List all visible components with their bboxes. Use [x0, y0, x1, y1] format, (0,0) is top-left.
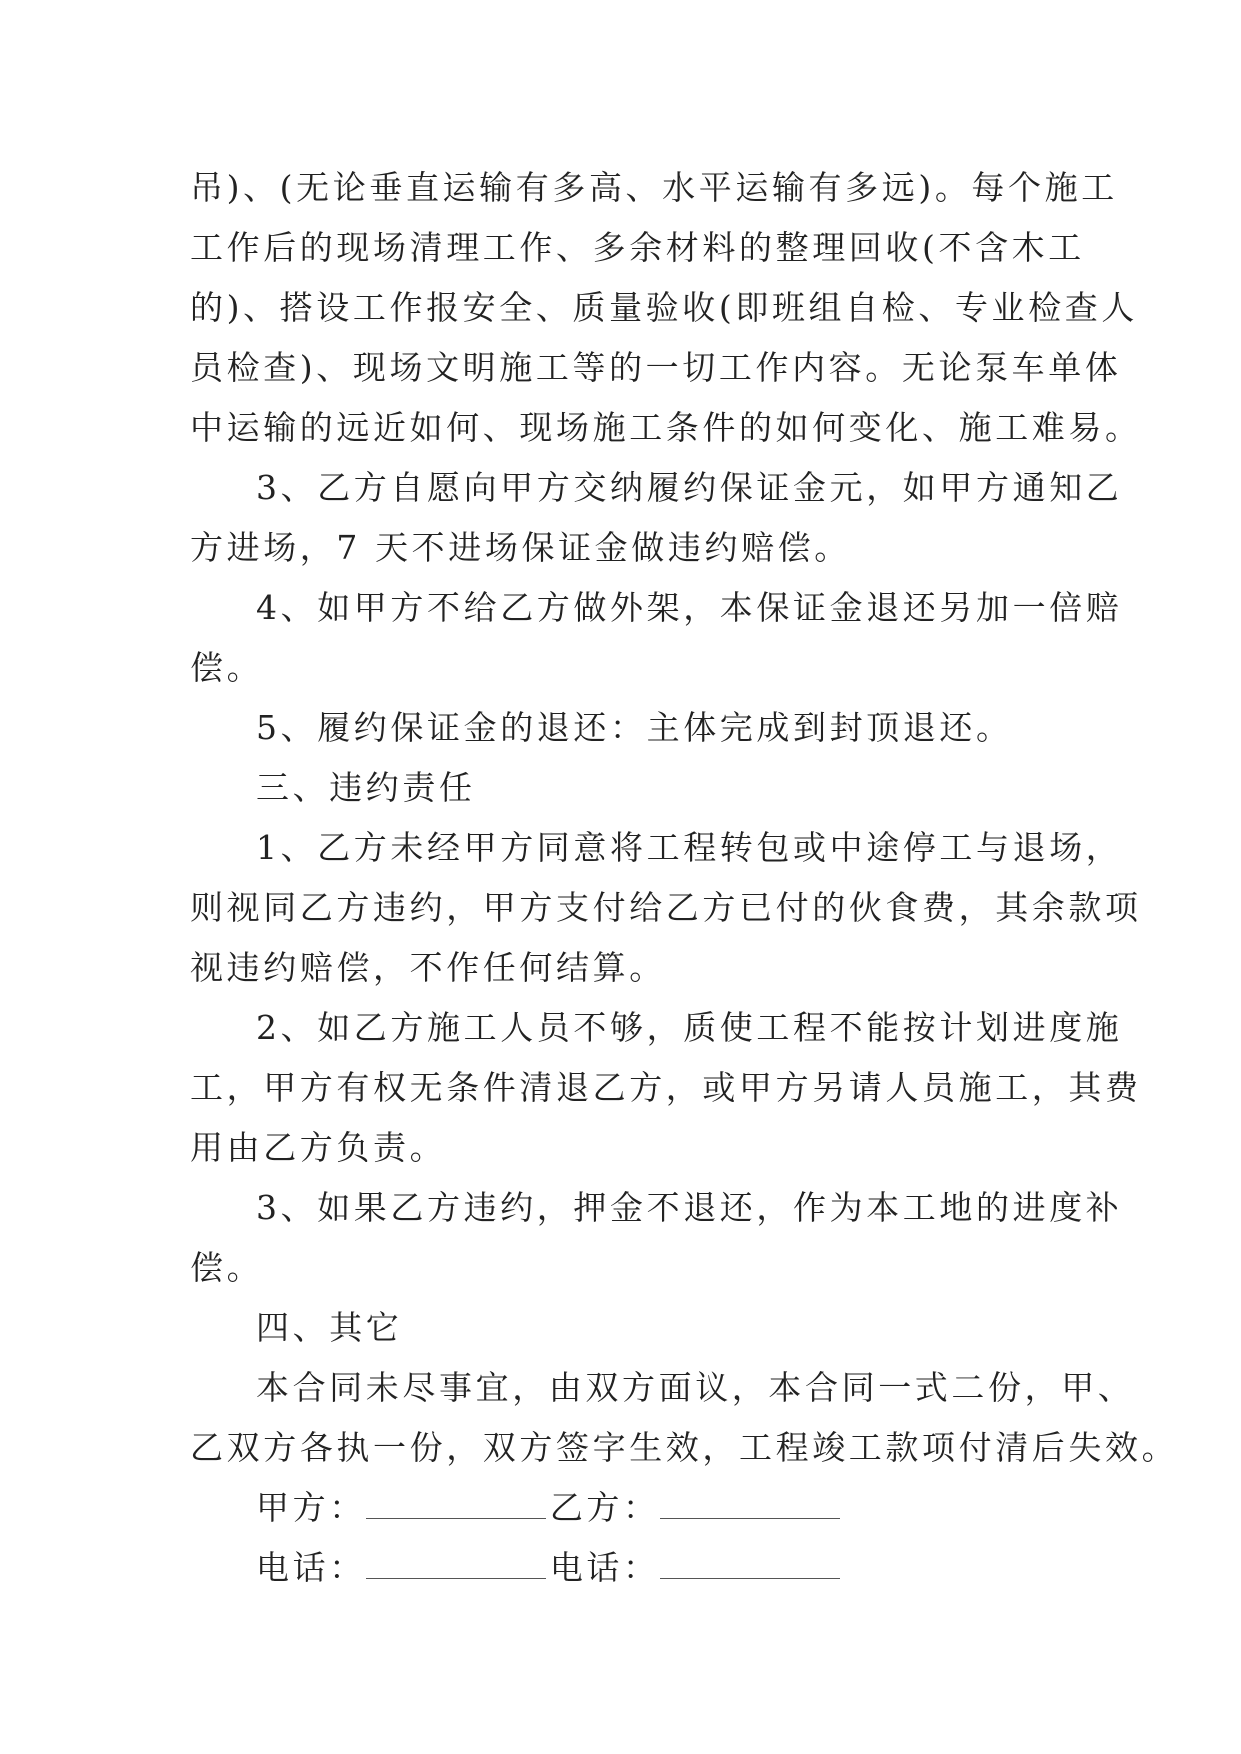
phone-a-blank	[366, 1556, 546, 1579]
text-line: 吊)、(无论垂直运输有多高、水平运输有多远)。每个施工	[190, 168, 1118, 207]
clause-4-line: 4、如甲方不给乙方做外架，本保证金退还另加一倍赔	[256, 588, 1123, 627]
party-b-label: 乙方：	[549, 1488, 660, 1527]
phone-b-blank	[660, 1556, 840, 1579]
signature-row-parties	[190, 1478, 1052, 1538]
party-a-blank	[366, 1496, 546, 1519]
text-line: 的)、搭设工作报安全、质量验收(即班组自检、专业检查人	[190, 288, 1138, 327]
text-line: 视违约赔偿，不作任何结算。	[190, 948, 666, 987]
text-line: 方进场，7 天不进场保证金做违约赔偿。	[190, 528, 851, 567]
other-clause-line: 本合同未尽事宜，由双方面议，本合同一式二份，甲、	[256, 1368, 1135, 1407]
text-line: 则视同乙方违约，甲方支付给乙方已付的伙食费，其余款项	[190, 888, 1142, 927]
text-line: 员检查)、现场文明施工等的一切工作内容。无论泵车单体	[190, 348, 1122, 387]
signature-row-phones	[190, 1538, 1052, 1598]
text-line: 中运输的远近如何、现场施工条件的如何变化、施工难易。	[190, 408, 1142, 447]
breach-clause-2-line: 2、如乙方施工人员不够，质使工程不能按计划进度施	[256, 1008, 1123, 1047]
phone-b-label: 电话：	[549, 1548, 660, 1587]
breach-clause-1-line: 1、乙方未经甲方同意将工程转包或中途停工与退场，	[256, 828, 1123, 867]
text-line: 用由乙方负责。	[190, 1128, 447, 1167]
document-body	[190, 158, 1179, 1598]
phone-a-label: 电话：	[256, 1548, 366, 1587]
text-line: 偿。	[190, 648, 264, 687]
text-line: 偿。	[190, 1248, 264, 1287]
section-heading-other: 四、其它	[256, 1308, 403, 1347]
party-a-label: 甲方：	[256, 1488, 366, 1527]
clause-5-line: 5、履约保证金的退还：主体完成到封顶退还。	[256, 708, 1013, 747]
section-heading-breach: 三、违约责任	[256, 768, 476, 807]
text-line: 工作后的现场清理工作、多余材料的整理回收(不含木工	[190, 228, 1085, 267]
breach-clause-3-line: 3、如果乙方违约，押金不退还，作为本工地的进度补	[256, 1188, 1123, 1227]
text-line: 乙双方各执一份，双方签字生效，工程竣工款项付清后失效。	[190, 1428, 1179, 1467]
clause-3-line: 3、乙方自愿向甲方交纳履约保证金元，如甲方通知乙	[256, 468, 1123, 507]
party-b-blank	[660, 1496, 840, 1519]
text-line: 工，甲方有权无条件清退乙方，或甲方另请人员施工，其费	[190, 1068, 1142, 1107]
